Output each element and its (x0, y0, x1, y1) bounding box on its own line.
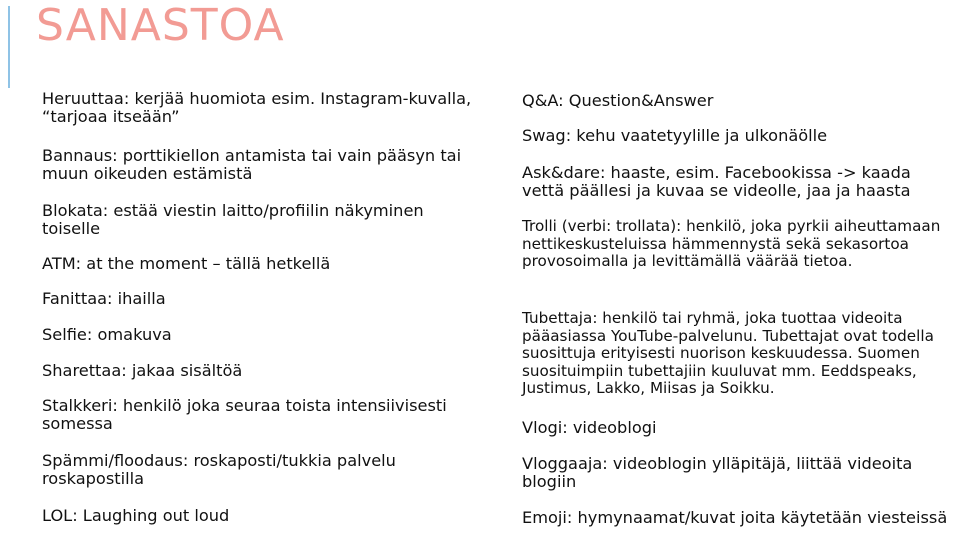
term-tubettaja: Tubettaja: henkilö tai ryhmä, joka tuottaa videoita pääasiassa YouTube-palvelunu. Tubettajat ovat todella suosittuja erityisesti nuorison keskuudessa. Suomen suosituimpiin tubettajiin kuuluvat mm. Eeddspeaks, Justimus, Lakko, Miisas ja Soikku. (522, 309, 934, 397)
term-lol: LOL: Laughing out loud (42, 506, 230, 525)
term-heruuttaa: Heruuttaa: kerjää huomiota esim. Instagram-kuvalla, “tarjoaa itseään” (42, 89, 472, 126)
term-trolli: Trolli (verbi: trollata): henkilö, joka pyrkii aiheuttamaan nettikeskusteluissa hämmennystä sekä sekasortoa provosoimalla ja levittämällä väärää tietoa. (522, 217, 941, 270)
term-stalkkeri: Stalkkeri: henkilö joka seuraa toista intensiivisesti somessa (42, 396, 447, 433)
term-vlogi: Vlogi: videoblogi (522, 418, 657, 437)
term-blokata: Blokata: estää viestin laitto/profiilin näkyminen toiselle (42, 201, 424, 238)
term-qa: Q&A: Question&Answer (522, 91, 714, 110)
term-emoji: Emoji: hymynaamat/kuvat joita käytetään viesteissä (522, 508, 948, 527)
term-selfie: Selfie: omakuva (42, 325, 172, 344)
term-swag: Swag: kehu vaatetyylille ja ulkonäölle (522, 126, 828, 145)
term-ask-dare: Ask&dare: haaste, esim. Facebookissa -> kaada vettä päällesi ja kuvaa se videolle, jaa ja haasta (522, 163, 911, 200)
term-sharettaa: Sharettaa: jakaa sisältöä (42, 361, 243, 380)
term-spammi: Spämmi/floodaus: roskaposti/tukkia palvelu roskapostilla (42, 451, 396, 488)
term-atm: ATM: at the moment – tällä hetkellä (42, 254, 331, 273)
slide-title: SANASTOA (36, 0, 285, 51)
term-fanittaa: Fanittaa: ihailla (42, 289, 166, 308)
term-vloggaaja: Vloggaaja: videoblogin ylläpitäjä, liittää videoita blogiin (522, 454, 913, 491)
accent-bar (8, 6, 10, 88)
term-bannaus: Bannaus: porttikiellon antamista tai vain pääsyn tai muun oikeuden estämistä (42, 146, 462, 183)
